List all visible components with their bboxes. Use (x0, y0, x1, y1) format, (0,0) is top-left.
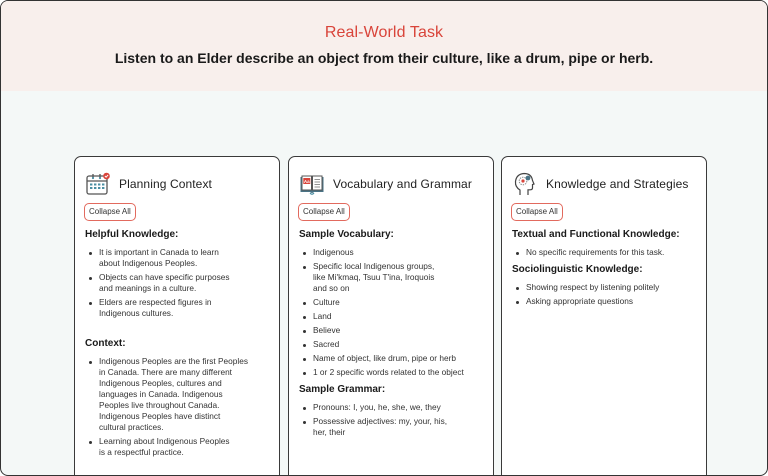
knowledge-strategies-card (501, 156, 707, 476)
task-description: Listen to an Elder describe an object from their culture, like a drum, pipe or herb. (114, 50, 654, 66)
list-item: Pronouns: I, you, he, she, we, they (302, 402, 485, 413)
card-header (299, 171, 472, 197)
planning-context-card (74, 156, 280, 476)
banner-title: Real-World Task (324, 24, 444, 41)
card-title: Vocabulary and Grammar (333, 177, 472, 191)
card-body (85, 229, 271, 461)
sample-vocabulary-list (302, 247, 485, 378)
list-item: No specific requirements for this task. (515, 247, 698, 258)
list-item: Believe (302, 325, 485, 336)
section-title: Context: (85, 338, 126, 349)
vocabulary-grammar-card (288, 156, 494, 476)
list-item: Asking appropriate questions (515, 296, 698, 307)
list-item: 1 or 2 specific words related to the object (302, 367, 485, 378)
list-item: Land (302, 311, 485, 322)
section-title: Textual and Functional Knowledge: (512, 229, 680, 240)
calendar-icon (85, 171, 111, 197)
list-item: Culture (302, 297, 485, 308)
section-title: Sample Grammar: (299, 384, 386, 395)
list-item: Objects can have specific purposes and meanings in a culture. (88, 272, 271, 294)
list-item: Sacred (302, 339, 485, 350)
list-item: Possessive adjectives: my, your, his, her, their (302, 416, 485, 438)
card-body (299, 229, 485, 441)
textual-functional-list (515, 247, 698, 258)
card-body (512, 229, 698, 310)
list-item: Learning about Indigenous Peoples is a respectful practice. (88, 436, 271, 458)
collapse-all-button[interactable]: Collapse All (84, 203, 136, 221)
helpful-knowledge-list (88, 247, 271, 319)
card-header (85, 171, 212, 197)
svg-text:Aa: Aa (303, 178, 310, 184)
card-title: Planning Context (119, 177, 212, 191)
list-item: Indigenous Peoples are the first Peoples in Canada. There are many different Indigenous Peoples, cultures and languages in Canada. Indigenous Peoples live throughout Canada. Indigenous Peoples have distinct cultural practices. (88, 356, 271, 433)
card-title: Knowledge and Strategies (546, 177, 689, 191)
context-list (88, 356, 271, 458)
sociolinguistic-list (515, 282, 698, 307)
collapse-all-button[interactable]: Collapse All (511, 203, 563, 221)
book-icon (299, 171, 325, 197)
list-item: Specific local Indigenous groups, like Mi'kmaq, Tsuu T'ina, Iroquois and so on (302, 261, 485, 294)
head-gear-icon (512, 171, 538, 197)
list-item: It is important in Canada to learn about Indigenous Peoples. (88, 247, 271, 269)
list-item: Elders are respected figures in Indigenous cultures. (88, 297, 271, 319)
section-title: Sample Vocabulary: (299, 229, 394, 240)
real-world-task-banner (1, 1, 767, 91)
section-title: Helpful Knowledge: (85, 229, 179, 240)
collapse-all-button[interactable]: Collapse All (298, 203, 350, 221)
list-item: Indigenous (302, 247, 485, 258)
list-item: Showing respect by listening politely (515, 282, 698, 293)
list-item: Name of object, like drum, pipe or herb (302, 353, 485, 364)
card-header (512, 171, 689, 197)
sample-grammar-list (302, 402, 485, 438)
section-title: Sociolinguistic Knowledge: (512, 264, 643, 275)
